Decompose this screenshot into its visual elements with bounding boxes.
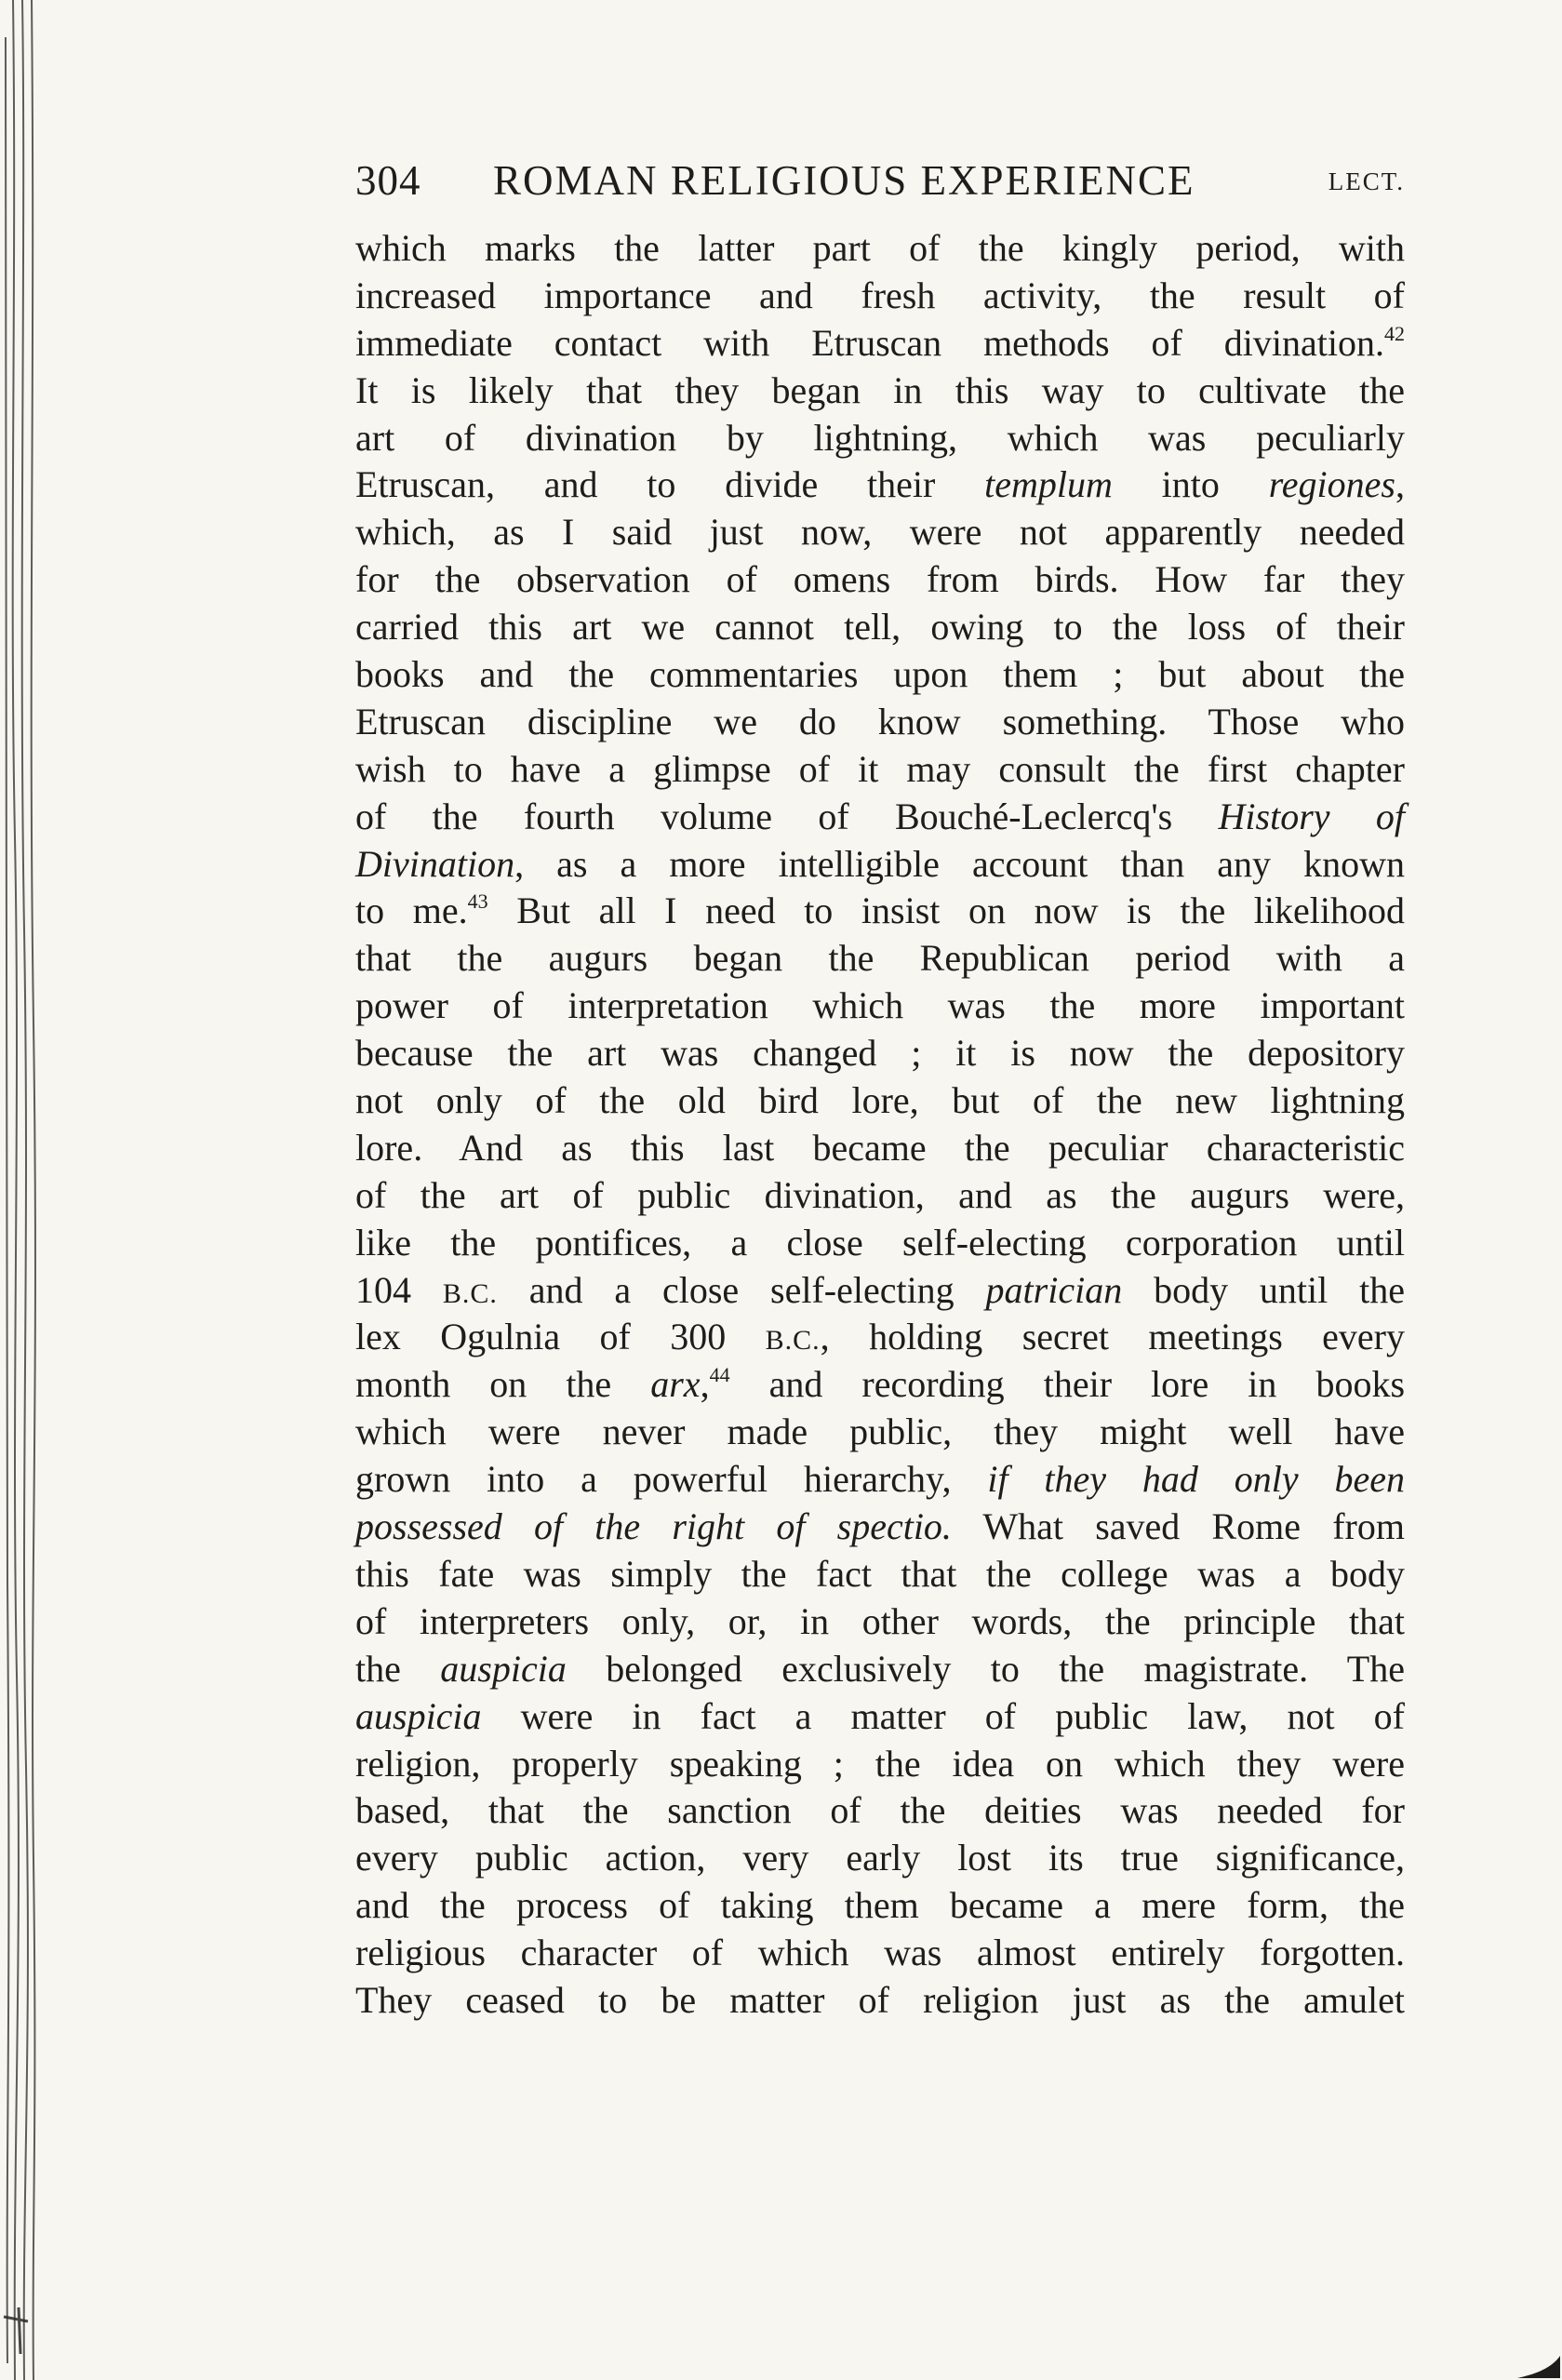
text-line: lex Ogulnia of 300 B.C., holding secret meetings every [355, 1316, 1405, 1358]
text-line: which were never made public, they might well have [355, 1411, 1405, 1453]
section-label: LECT. [1328, 167, 1405, 195]
text-line: Etruscan, and to divide their templum into regiones, [355, 463, 1405, 506]
text-line: every public action, very early lost its true significance, [355, 1837, 1405, 1879]
text-line: for the observation of omens from birds. How far they [355, 558, 1405, 601]
text-line: which marks the latter part of the kingly period, with [355, 227, 1405, 269]
text-line: wish to have a glimpse of it may consult the first chapter [355, 747, 1405, 790]
text-line: increased importance and fresh activity, the result of [355, 274, 1405, 316]
footnote-ref: 44 [709, 1363, 730, 1387]
text-line: 104 B.C. and a close self-electing patrician body until the [355, 1268, 1405, 1311]
text-line: religious character of which was almost entirely forgotten. [355, 1932, 1405, 1974]
text-line: and the process of taking them became a mere form, the [355, 1884, 1405, 1927]
text-line: which, as I said just now, were not apparently needed [355, 511, 1405, 554]
text-line: art of divination by lightning, which was peculiarly [355, 416, 1405, 459]
text-line: books and the commentaries upon them ; but about the [355, 653, 1405, 696]
text-line: It is likely that they began in this way to cultivate the [355, 368, 1405, 411]
text-line: not only of the old bird lore, but of the new lightning [355, 1079, 1405, 1122]
text-line: possessed of the right of spectio. What saved Rome from [355, 1505, 1405, 1548]
text-line: of the fourth volume of Bouché-Leclercq's History of [355, 795, 1405, 837]
text-line: based, that the sanction of the deities was needed for [355, 1789, 1405, 1832]
footnote-ref: 43 [467, 889, 488, 914]
book-page [355, 140, 1405, 2025]
text-line: carried this art we cannot tell, owing to the loss of their [355, 606, 1405, 648]
text-line: grown into a powerful hierarchy, if they had only been [355, 1458, 1406, 1501]
text-line: of the art of public divination, and as the augurs were, [355, 1173, 1405, 1216]
text-line: lore. And as this last became the peculiar characteristic [355, 1126, 1405, 1169]
text-line: to me.$^{43}$ But all I need to insist on now is the likelihood [355, 889, 1406, 932]
text-line: immediate contact with Etruscan methods of divination.$^{42}$ [355, 321, 1405, 364]
text-line: Divination, as a more intelligible account than any known [355, 842, 1405, 885]
text-line: of interpreters only, or, in other words, the principle that [355, 1599, 1405, 1642]
text-line: the auspicia belonged exclusively to the magistrate. The [355, 1647, 1405, 1690]
page-corner-mark [1515, 2352, 1562, 2380]
body-text [355, 225, 1405, 2025]
text-line: auspicia were in fact a matter of public law, not of [355, 1694, 1405, 1737]
binding-edge-decoration [0, 0, 56, 2380]
text-line: They ceased to be matter of religion just as the amulet [355, 1978, 1405, 2021]
running-head-title: ROMAN RELIGIOUS EXPERIENCE [493, 157, 1195, 204]
page-number: 304 [355, 157, 421, 204]
text-line: like the pontifices, a close self-electing corporation until [355, 1221, 1405, 1264]
text-line: religion, properly speaking ; the idea on which they were [355, 1742, 1405, 1785]
text-line: power of interpretation which was the more important [355, 984, 1405, 1027]
footnote-ref: 42 [1384, 321, 1405, 345]
running-header [355, 140, 1405, 225]
text-line: Etruscan discipline we do know something. Those who [355, 700, 1405, 742]
text-line: this fate was simply the fact that the college was a body [355, 1552, 1405, 1595]
text-line: month on the arx,$^{44}$ and recording their lore in books [355, 1363, 1406, 1406]
text-line: that the augurs began the Republican period with a [355, 937, 1405, 980]
text-line: because the art was changed ; it is now the depository [355, 1032, 1405, 1075]
